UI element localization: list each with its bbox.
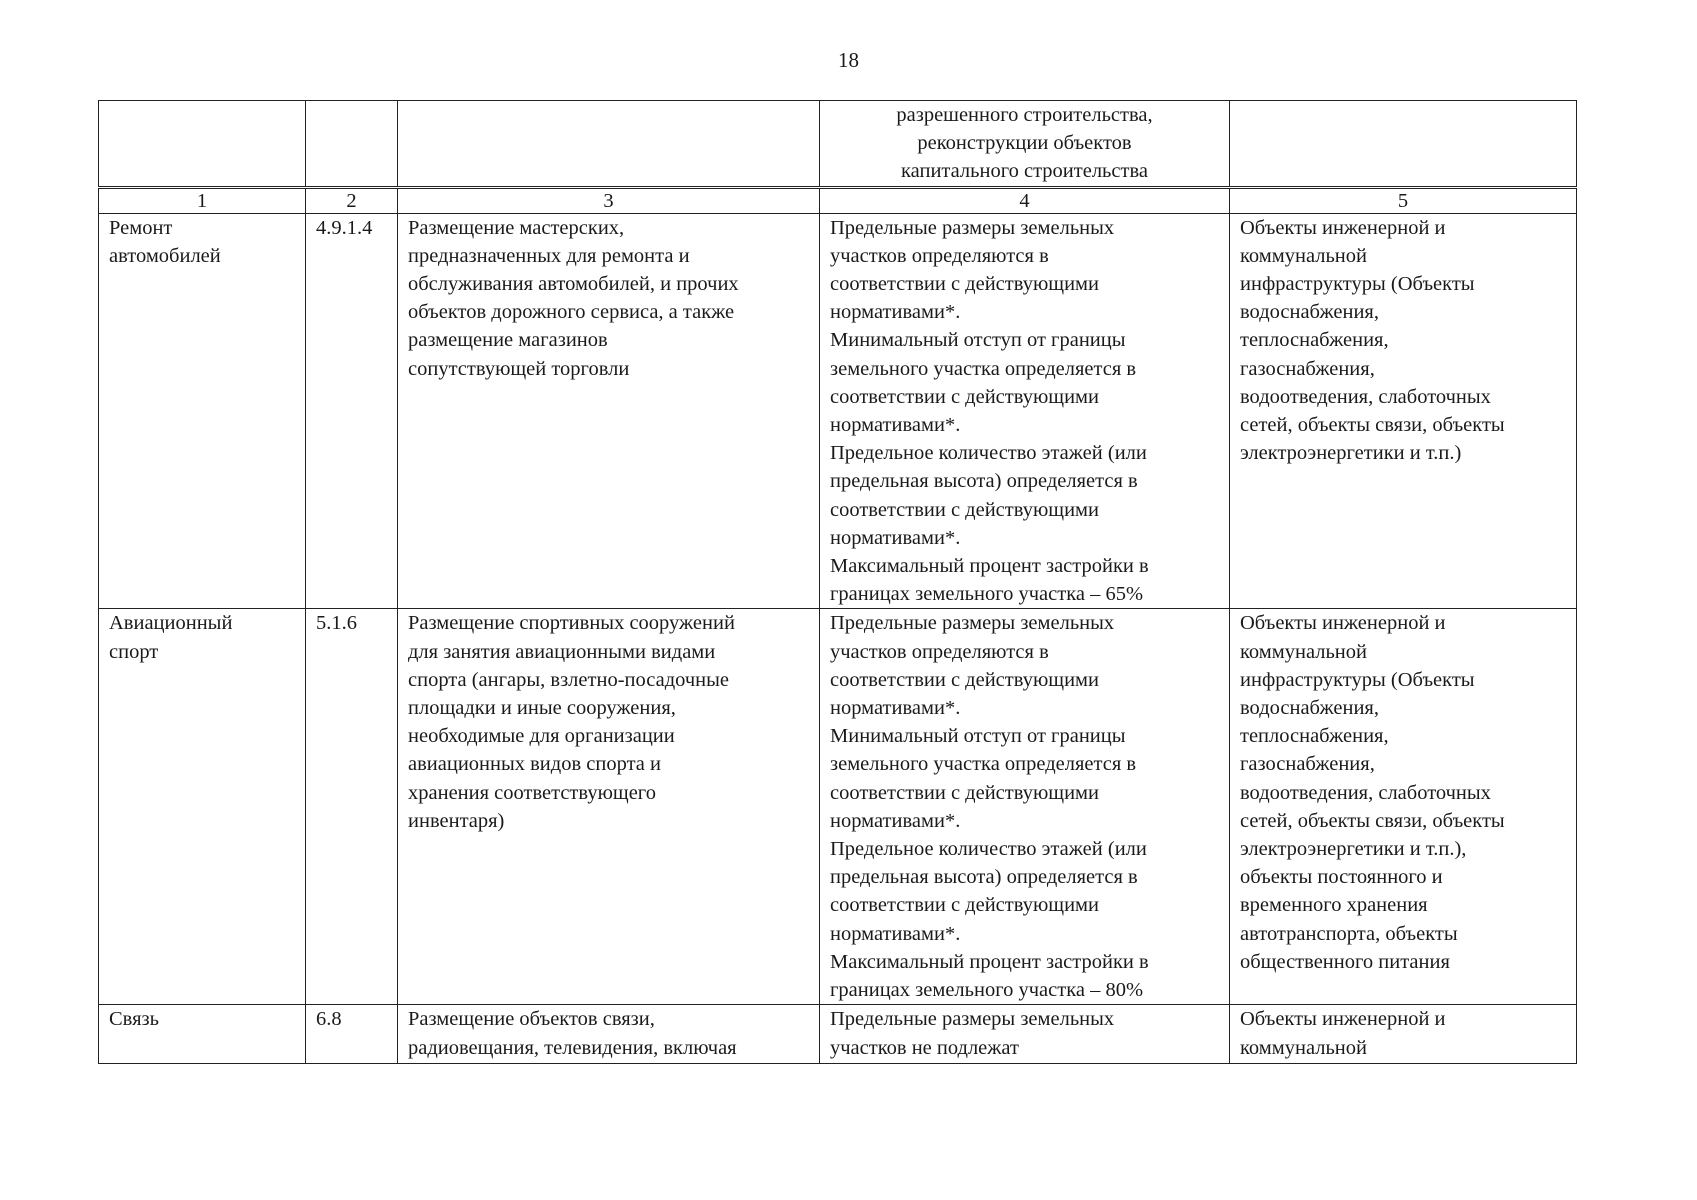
land-use-table — [98, 100, 1577, 1064]
header-cell-3 — [398, 101, 820, 188]
column-number: 2 — [306, 187, 398, 213]
header-cell-5 — [1230, 101, 1577, 188]
header-continuation-row — [99, 101, 1577, 188]
column-numbers-row — [99, 187, 1577, 213]
auxiliary-uses: Объекты инженерной и коммунальной — [1230, 1005, 1577, 1064]
use-code: 5.1.6 — [306, 609, 398, 1005]
header-cell-2 — [306, 101, 398, 188]
header-cell-4: разрешенного строительства, реконструкции объектов капитального строительства — [820, 101, 1230, 188]
page-number: 18 — [838, 48, 859, 72]
header-cell-1 — [99, 101, 306, 188]
auxiliary-uses: Объекты инженерной и коммунальной инфраструктуры (Объекты водоснабжения, теплоснабжения, газоснабжения, водоотведения, слаботочных сетей, объекты связи, объекты электроэнергетики и т.п.) — [1230, 213, 1577, 609]
use-code: 4.9.1.4 — [306, 213, 398, 609]
use-name: Ремонт автомобилей — [99, 213, 306, 609]
column-number: 1 — [99, 187, 306, 213]
table-row — [99, 213, 1577, 609]
column-number: 4 — [820, 187, 1230, 213]
use-name: Авиационный спорт — [99, 609, 306, 1005]
table-row — [99, 1005, 1577, 1064]
use-parameters: Предельные размеры земельных участков определяются в соответствии с действующими нормативами*. Минимальный отступ от границы земельного участка определяется в соответствии с действующими нормативами*. Предельное количество этажей (или предельная высота) определяется в соответствии с действующими нормативами*. Максимальный процент застройки в границах земельного участка – 80% — [820, 609, 1230, 1005]
use-code: 6.8 — [306, 1005, 398, 1064]
column-number: 5 — [1230, 187, 1577, 213]
use-parameters: Предельные размеры земельных участков определяются в соответствии с действующими нормативами*. Минимальный отступ от границы земельного участка определяется в соответствии с действующими нормативами*. Предельное количество этажей (или предельная высота) определяется в соответствии с действующими нормативами*. Максимальный процент застройки в границах земельного участка – 65% — [820, 213, 1230, 609]
use-description: Размещение спортивных сооружений для занятия авиационными видами спорта (ангары, взлетно-посадочные площадки и иные сооружения, необходимые для организации авиационных видов спорта и хранения соответствующего инвентаря) — [398, 609, 820, 1005]
use-parameters: Предельные размеры земельных участков не подлежат — [820, 1005, 1230, 1064]
use-name: Связь — [99, 1005, 306, 1064]
column-number: 3 — [398, 187, 820, 213]
table-row — [99, 609, 1577, 1005]
auxiliary-uses: Объекты инженерной и коммунальной инфраструктуры (Объекты водоснабжения, теплоснабжения, газоснабжения, водоотведения, слаботочных сетей, объекты связи, объекты электроэнергетики и т.п.), объекты постоянного и временного хранения автотранспорта, объекты общественного питания — [1230, 609, 1577, 1005]
use-description: Размещение мастерских, предназначенных для ремонта и обслуживания автомобилей, и прочих объектов дорожного сервиса, а также размещение магазинов сопутствующей торговли — [398, 213, 820, 609]
use-description: Размещение объектов связи, радиовещания, телевидения, включая — [398, 1005, 820, 1064]
